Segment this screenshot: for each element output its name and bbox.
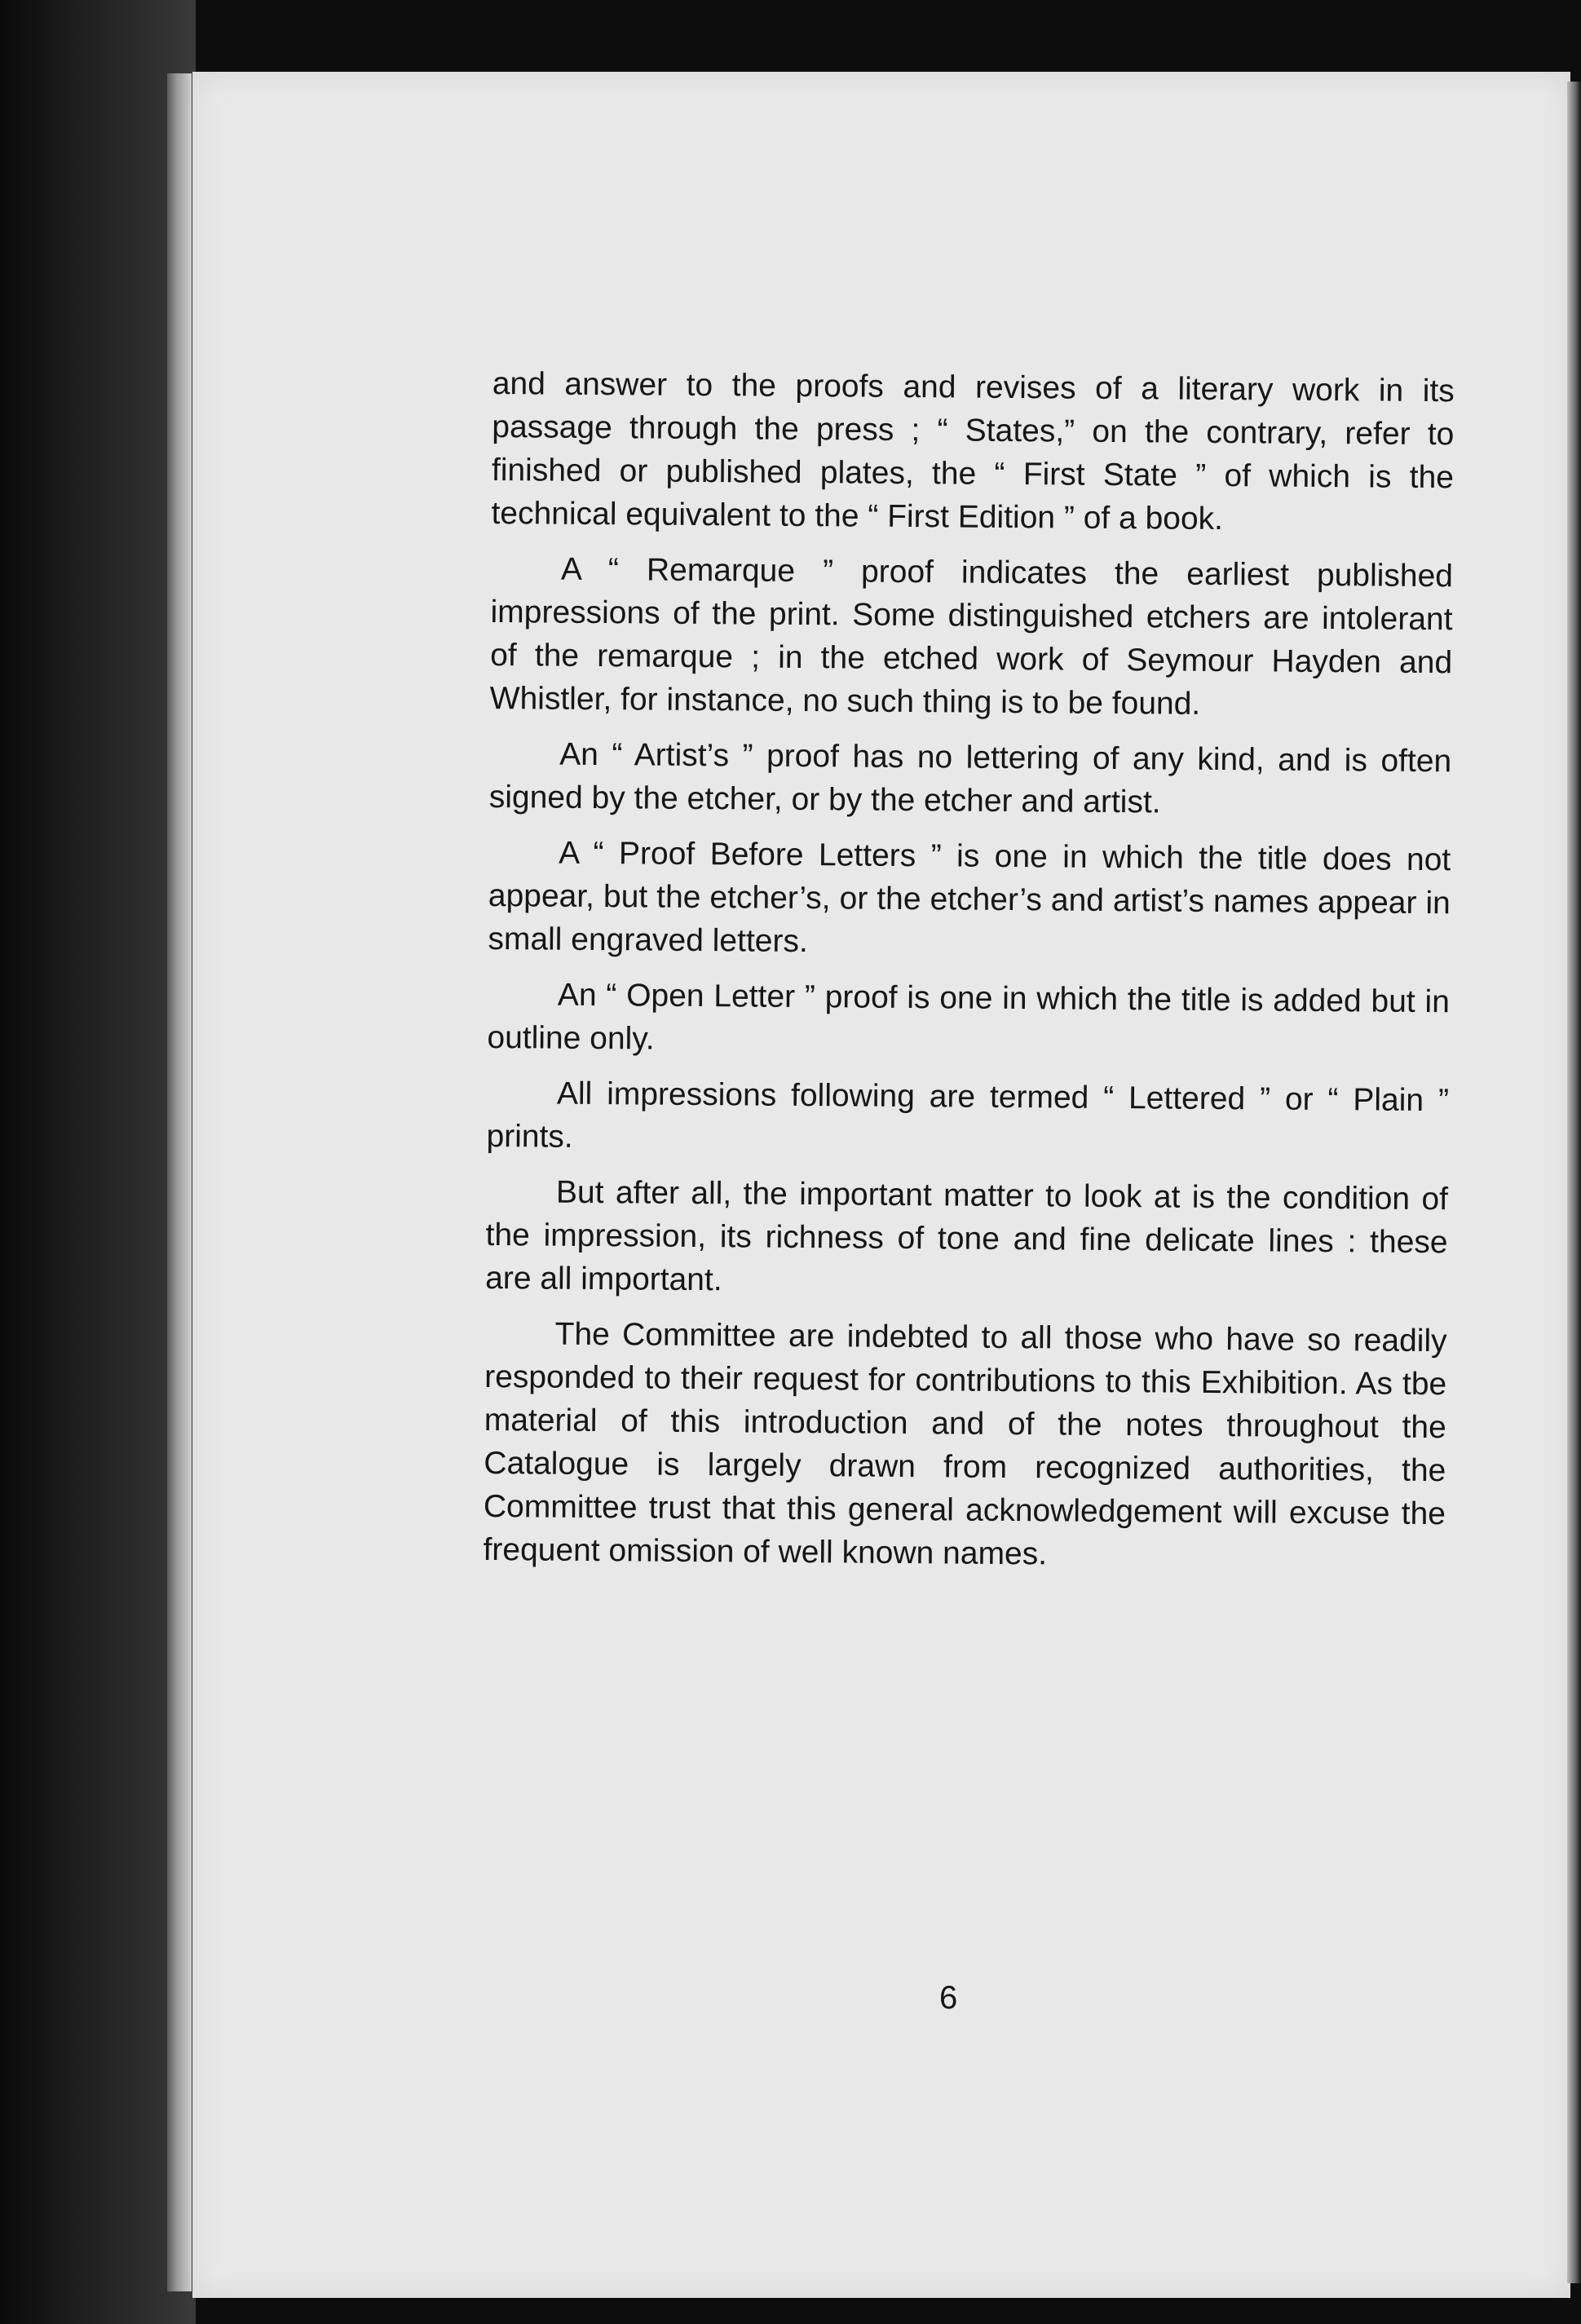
paragraph-condition: But after all, the important matter to look at is the condition of the impression, its richness of tone and fine delicate lines : these are all important. <box>485 1174 1449 1298</box>
book-binding <box>0 0 196 2324</box>
paragraph-acknowledgement: The Committee are indebted to all those who have so readily responded to their request for contributions to this Exhibition. As tbe material of this introduction and of the notes throughout the Catalogue is largely drawn from recognized authorities, the Committee trust that this general acknowledgement will excuse the frequent omission of well known names. <box>483 1316 1447 1572</box>
paragraph-artists-proof: An “ Artist’s ” proof has no lettering of any kind, and is often signed by the etcher, or by the etcher and artist. <box>488 736 1452 820</box>
body-text <box>483 362 1455 1591</box>
page-number: 6 <box>939 1980 958 2016</box>
paragraph-proof-before-letters: A “ Proof Before Letters ” is one in which the title does not appear, but the etcher’s, or the etcher’s and artist’s names appear in small engraved letters. <box>488 835 1451 960</box>
paragraph-open-letter-proof: An “ Open Letter ” proof is one in which the title is added but in outline only. <box>487 977 1451 1057</box>
paragraph-states: and answer to the proofs and revises of a literary work in its passage through the press ; “ States,” on the contrary, refer to finished or published plates, the “ First State ” of which is the technical equivalent to the “ First Edition ” of a book. <box>491 365 1455 537</box>
paragraph-remarque-proof: A “ Remarque ” proof indicates the earliest published impressions of the print. Some distinguished etchers are intolerant of the remarque ; in the etched work of Seymour Hayden and Whistler, for instance, no such thing is to be found. <box>489 551 1454 722</box>
page-left-edge <box>167 73 192 2291</box>
page-right-edge <box>1567 82 1581 2283</box>
paragraph-lettered-prints: All impressions following are termed “ Lettered ” or “ Plain ” prints. <box>486 1076 1450 1155</box>
